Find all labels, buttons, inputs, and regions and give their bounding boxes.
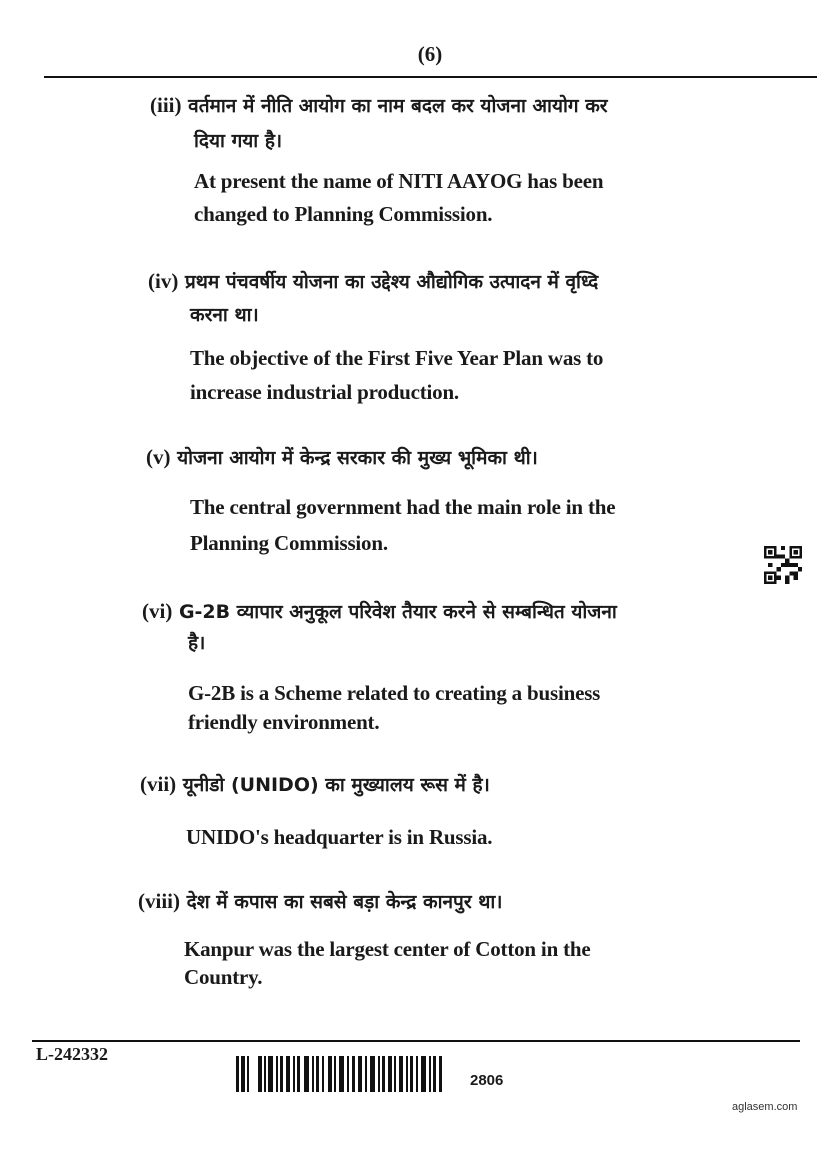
question-iv-hindi	[148, 264, 598, 299]
hindi-text-line1: G-2B व्यापार अनुकूल परिवेश तैयार करने से सम्बन्धित योजना	[178, 601, 617, 623]
question-v-hindi	[146, 440, 538, 475]
footer-rule	[32, 1040, 800, 1042]
question-number: (iii)	[150, 93, 182, 117]
question-iv-english-line1: The objective of the First Five Year Plan was to	[190, 346, 604, 370]
qr-code-icon	[764, 546, 802, 584]
question-vi-english-line2: friendly environment.	[188, 710, 380, 734]
question-number: (iv)	[148, 269, 179, 293]
question-vi-hindi-line2: है।	[188, 632, 206, 654]
question-v-english-line1: The central government had the main role in the	[190, 495, 616, 519]
question-iii-english-line2: changed to Planning Commission.	[194, 202, 493, 226]
question-iii-english-line1: At present the name of NITI AAYOG has been	[194, 169, 604, 193]
hindi-text-line1: वर्तमान में नीति आयोग का नाम बदल कर योजना आयोग कर	[188, 95, 608, 117]
header-rule	[44, 76, 817, 78]
barcode	[236, 1056, 442, 1092]
question-iv-english-line2: increase industrial production.	[190, 380, 459, 404]
page-number: (6)	[417, 42, 443, 66]
watermark: aglasem.com	[732, 1101, 798, 1113]
paper-code: L-242332	[36, 1044, 108, 1064]
hindi-text-line1: प्रथम पंचवर्षीय योजना का उद्देश्य औद्योगिक उत्पादन में वृध्दि	[184, 271, 599, 293]
question-vi-hindi	[142, 594, 617, 629]
question-number: (vi)	[142, 599, 173, 623]
question-vii-hindi	[140, 767, 490, 802]
barcode-number: 2806	[470, 1072, 504, 1089]
question-vi-english-line1: G-2B is a Scheme related to creating a business	[188, 681, 601, 705]
question-v-english-line2: Planning Commission.	[190, 531, 388, 555]
question-viii-english-line1: Kanpur was the largest center of Cotton in the	[184, 937, 591, 961]
question-iii-hindi-line2: दिया गया है।	[194, 130, 283, 152]
hindi-text-line1: यूनीडो (UNIDO) का मुख्यालय रूस में है।	[182, 774, 490, 796]
question-iv-hindi-line2: करना था।	[190, 304, 259, 326]
question-viii-hindi	[138, 884, 503, 919]
question-number: (viii)	[138, 889, 180, 913]
question-number: (vii)	[140, 772, 177, 796]
hindi-text-line1: देश में कपास का सबसे बड़ा केन्द्र कानपुर था।	[186, 891, 503, 913]
question-viii-english-line2: Country.	[184, 965, 263, 989]
question-number: (v)	[146, 445, 171, 469]
question-vii-english-line1: UNIDO's headquarter is in Russia.	[186, 825, 493, 849]
question-iii-hindi	[150, 88, 608, 123]
hindi-text-line1: योजना आयोग में केन्द्र सरकार की मुख्य भूमिका थी।	[177, 447, 538, 469]
